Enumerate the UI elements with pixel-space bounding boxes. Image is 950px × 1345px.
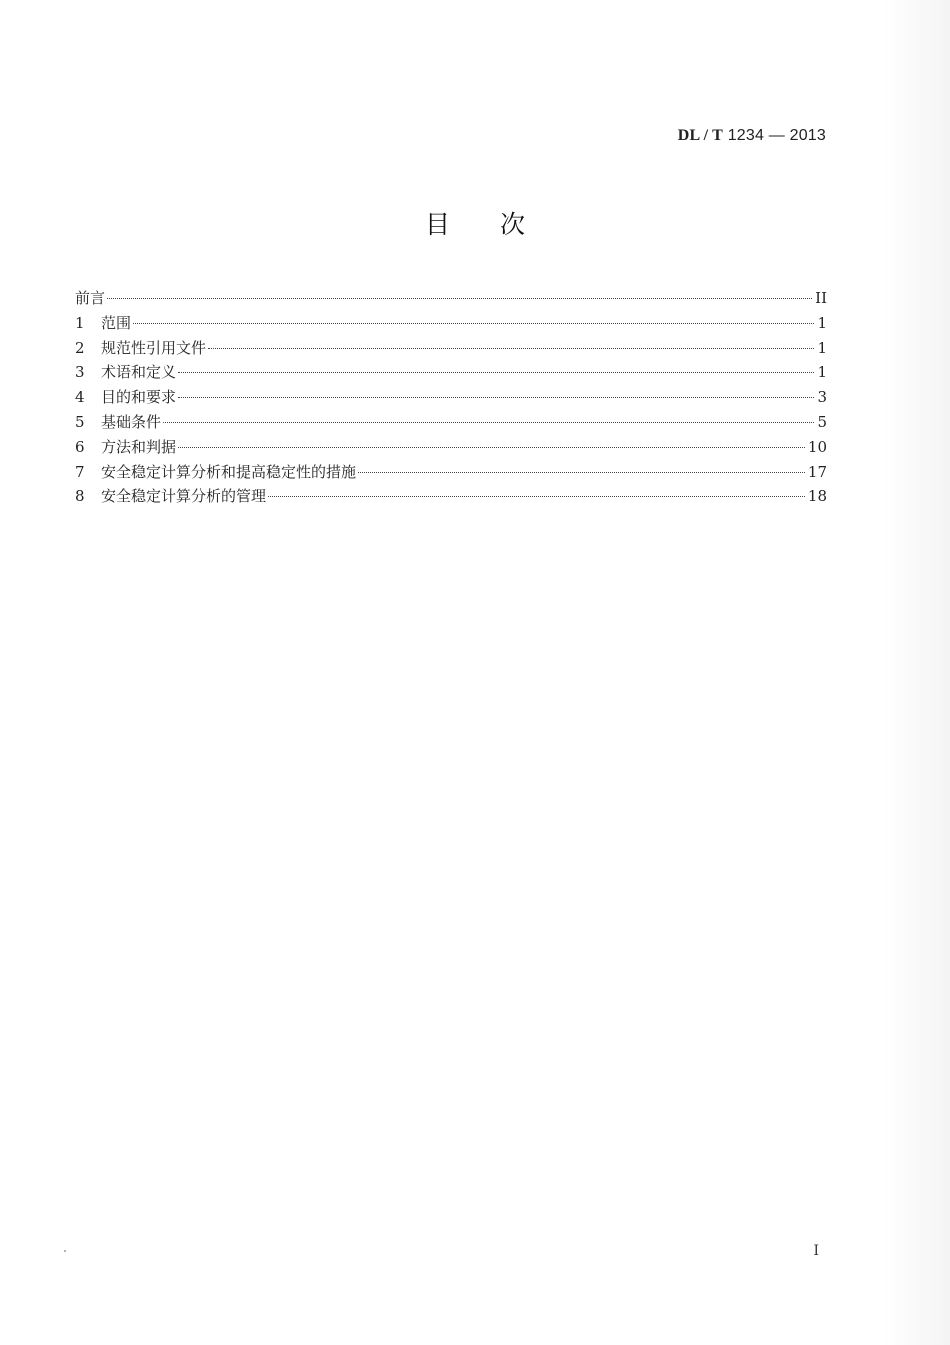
toc-entry-number: 2 — [75, 338, 85, 357]
standard-code — [678, 127, 826, 145]
toc-entry-number: 6 — [75, 437, 85, 456]
toc-entry-label: 术语和定义 — [101, 363, 177, 382]
toc-entry-page: 17 — [807, 462, 827, 481]
toc-entry-page: 5 — [817, 412, 827, 431]
toc-entry-number: 1 — [75, 313, 85, 332]
toc-leader-dots — [208, 348, 814, 349]
toc-entry-4[interactable] — [75, 385, 827, 410]
toc-entry-label: 前言 — [75, 289, 106, 307]
toc-entry-2[interactable] — [75, 336, 827, 361]
toc-entry-page: 1 — [817, 338, 827, 357]
toc-entry-number: 3 — [75, 363, 85, 382]
scan-speck — [64, 1250, 66, 1252]
toc-title — [0, 205, 950, 241]
toc-entry-3[interactable] — [75, 360, 827, 385]
toc-entry-page: 1 — [817, 363, 827, 382]
toc-entry-number: 5 — [75, 412, 85, 431]
toc-entry-page: II — [815, 289, 827, 307]
toc-leader-dots — [268, 496, 805, 497]
toc-leader-dots — [178, 372, 814, 373]
standard-code-prefix: DL / T — [677, 127, 724, 144]
toc-entry-7[interactable] — [75, 460, 827, 485]
toc-entry-label: 范围 — [101, 313, 132, 332]
toc-entry-5[interactable] — [75, 410, 827, 435]
toc-entry-label: 安全稳定计算分析和提高稳定性的措施 — [101, 462, 357, 481]
toc-entry-page: 3 — [817, 388, 827, 407]
table-of-contents — [75, 286, 827, 509]
toc-title-char-2: 次 — [500, 210, 526, 239]
toc-leader-dots — [107, 298, 812, 299]
toc-leader-dots — [178, 447, 805, 448]
toc-entry-page: 1 — [817, 313, 827, 332]
toc-entry-label: 安全稳定计算分析的管理 — [101, 487, 267, 506]
toc-leader-dots — [358, 472, 805, 473]
toc-entry-1[interactable] — [75, 311, 827, 336]
toc-entry-label: 规范性引用文件 — [101, 338, 207, 357]
toc-leader-dots — [133, 323, 814, 324]
toc-entry-label: 基础条件 — [101, 412, 162, 431]
toc-entry-number: 7 — [75, 462, 85, 481]
toc-entry-label: 目的和要求 — [101, 388, 177, 407]
toc-entry-number: 8 — [75, 487, 85, 506]
page-number: I — [813, 1243, 819, 1259]
toc-title-char-1: 目 — [424, 210, 450, 239]
toc-entry-page: 10 — [807, 437, 827, 456]
toc-leader-dots — [178, 397, 814, 398]
toc-entry-page: 18 — [807, 487, 827, 506]
standard-code-number: 1234 — 2013 — [723, 127, 826, 144]
toc-entry-label: 方法和判据 — [101, 437, 177, 456]
toc-entry-number: 4 — [75, 388, 85, 407]
toc-entry-8[interactable] — [75, 484, 827, 509]
toc-entry-foreword[interactable] — [75, 286, 827, 311]
toc-leader-dots — [163, 422, 814, 423]
toc-entry-6[interactable] — [75, 435, 827, 460]
